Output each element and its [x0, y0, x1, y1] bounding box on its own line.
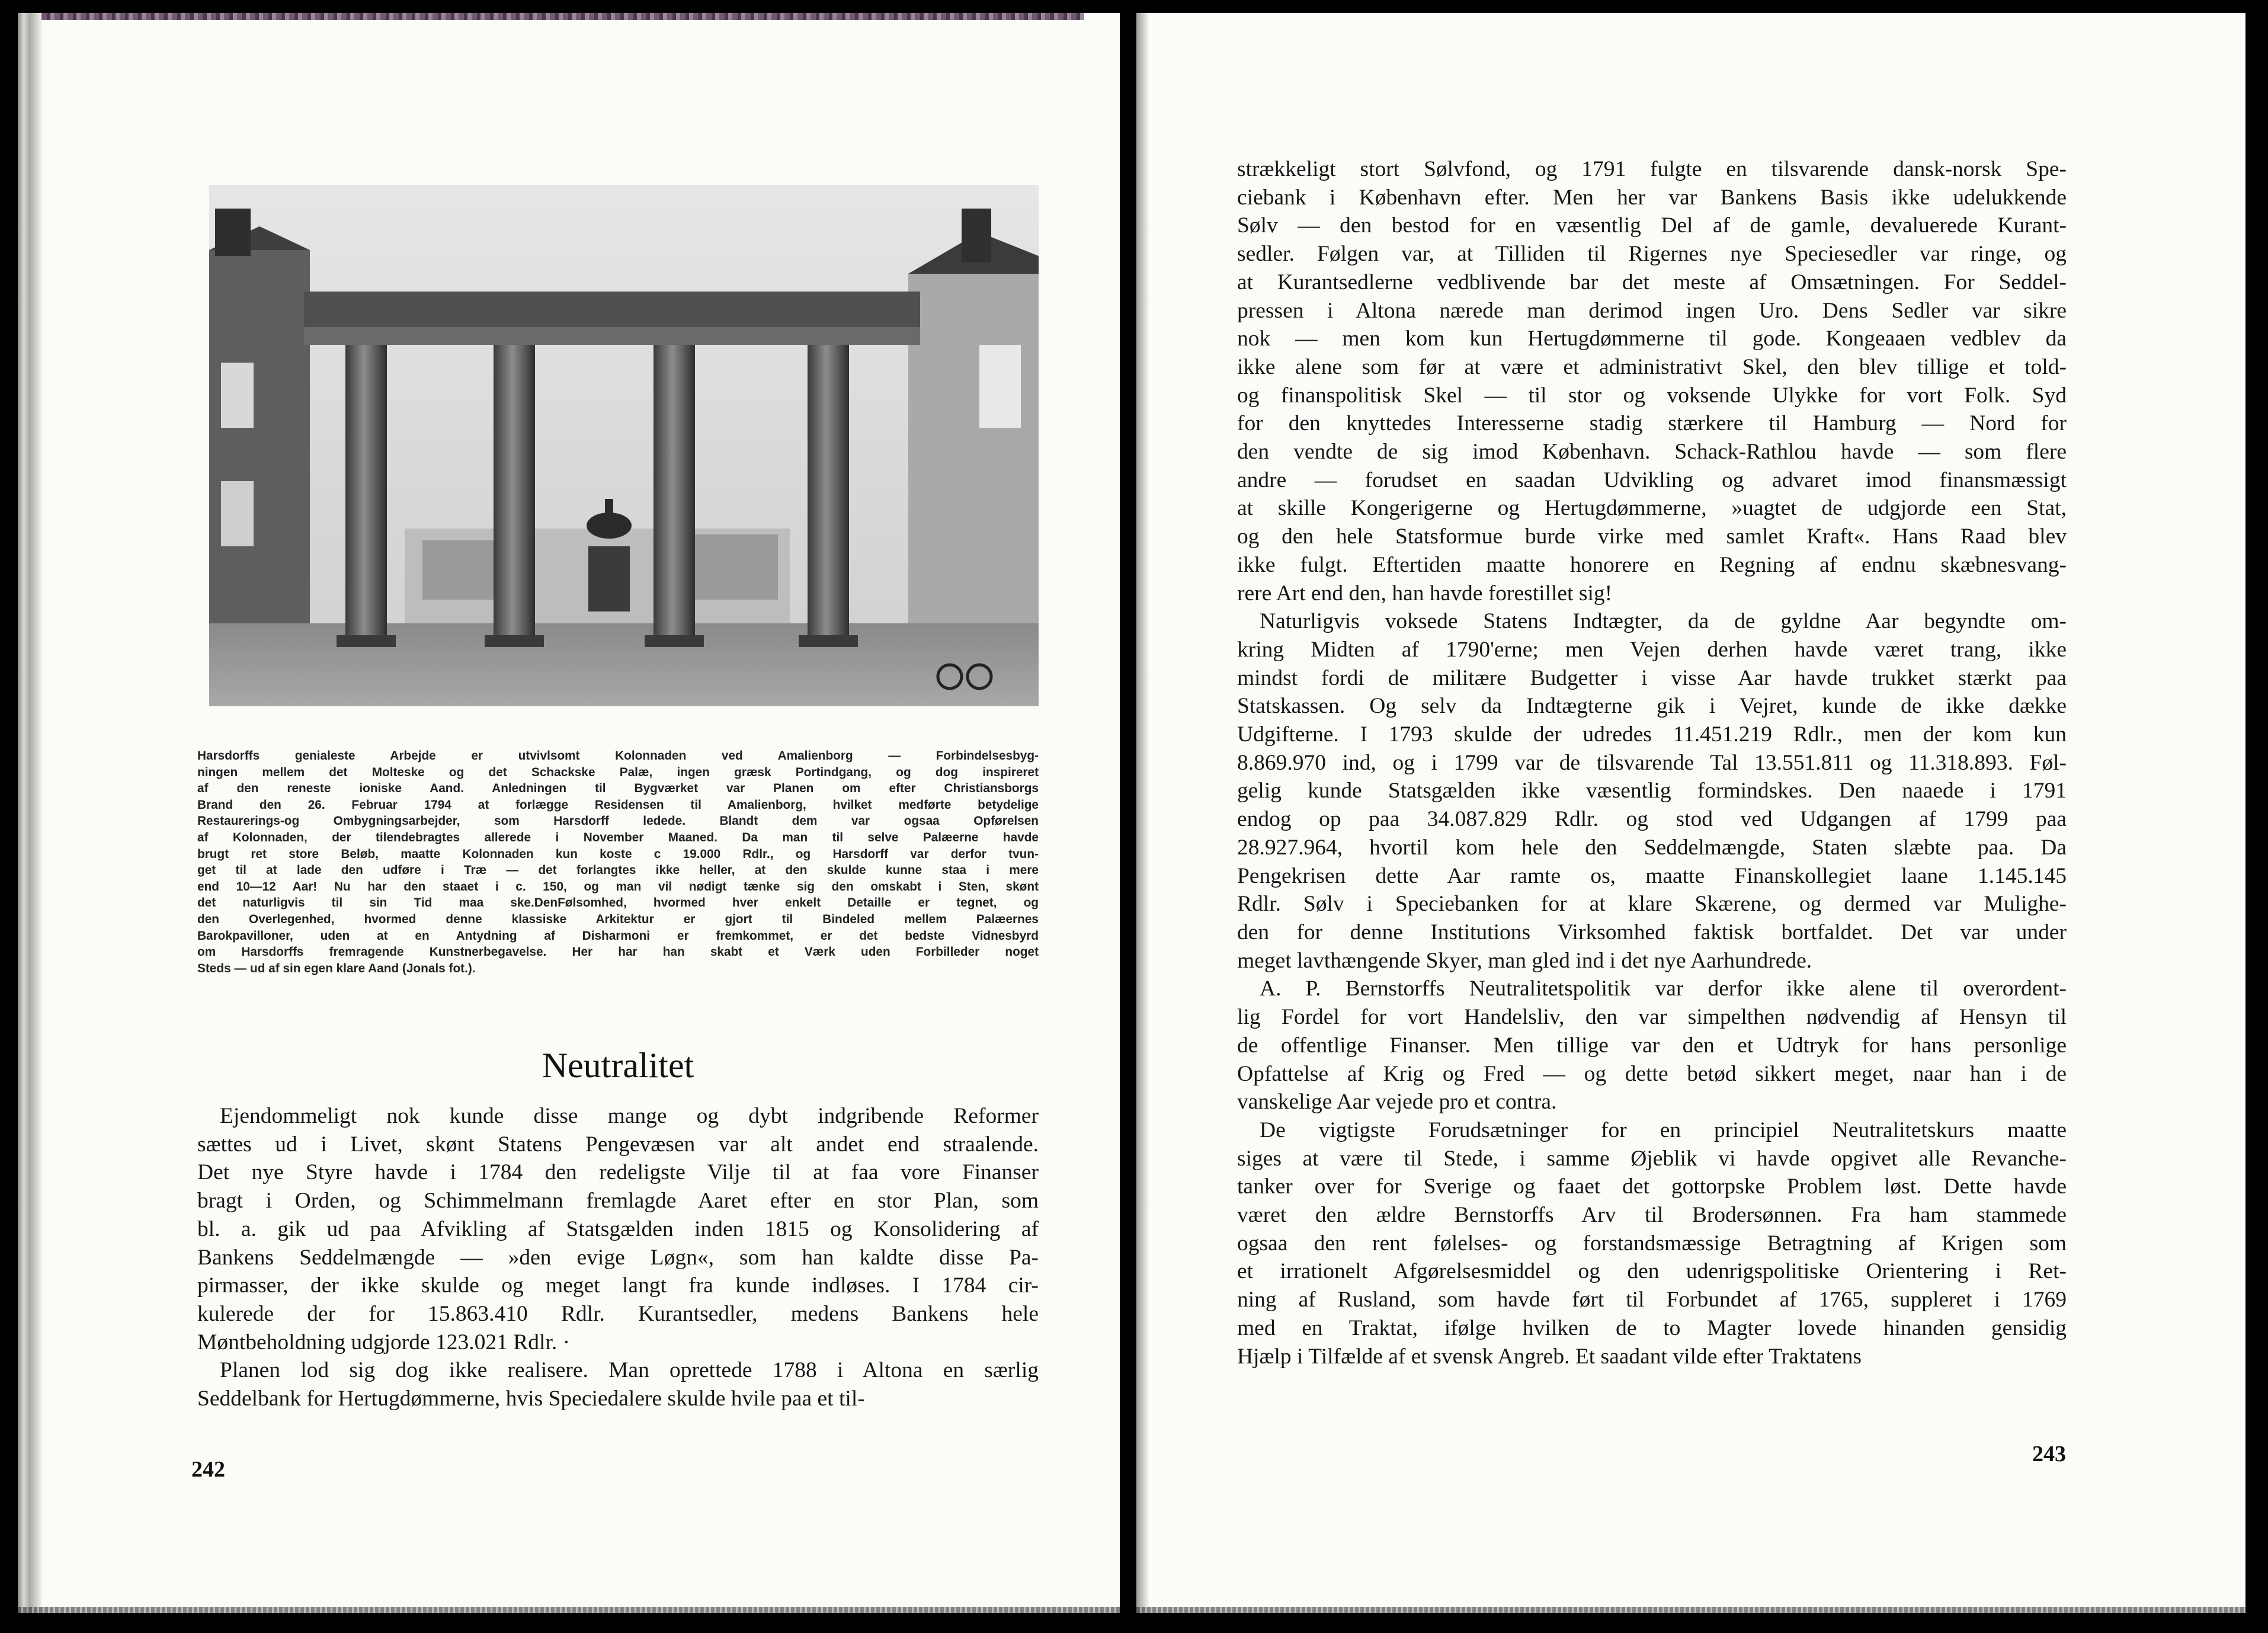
text-line: Planen lod sig dog ikke realisere. Man oprettede 1788 i Altona en særlig	[220, 1358, 1039, 1383]
text-line: kulerede der for 15.863.410 Rdlr. Kurantsedler, medens Bankens hele	[197, 1301, 1039, 1326]
text-line: meget lavthængende Skyer, man gled ind i det nye Aarhundrede.	[1237, 948, 1812, 973]
text-line: endog op paa 34.087.829 Rdlr. og stod ved Udgangen af 1799 paa	[1237, 807, 2067, 832]
text-line: ciebank i København efter. Men her var Bankens Basis ikke udelukkende	[1237, 185, 2067, 210]
text-line: 8.869.970 ind, og i 1799 var de tilsvarende Tal 13.551.811 og 11.318.893. Føl-	[1237, 750, 2067, 775]
page-bottom-edge	[18, 1607, 1120, 1613]
text-line: den vendte de sig imod København. Schack-Rathlou havde — som flere	[1237, 440, 2067, 465]
caption-line: Steds — ud af sin egen klare Aand (Jonals fot.).	[197, 961, 476, 975]
book-spine-edge	[18, 13, 41, 1613]
text-line: været den ældre Bernstorffs Arv til Brodersønnen. Fra ham stammede	[1237, 1203, 2067, 1228]
section-heading: Neutralitet	[542, 1046, 694, 1085]
text-line: mindst fordi de militære Budgetter i visse Aar havde trukket stærkt paa	[1237, 665, 2067, 690]
text-line: rere Art end den, han havde forestillet sig!	[1237, 581, 1613, 606]
text-line: tanker over for Sverige og faaet det gottorpske Problem løst. Dette havde	[1237, 1174, 2067, 1199]
caption-line: Restaurerings-og Ombygningsarbejder, som Harsdorff ledede. Blandt dem var ogsaa Opførelsen	[197, 814, 1039, 828]
caption-line: get til at lade den udføre i Træ — det forlangtes ikke heller, at den skulde kunne staa i mere	[197, 863, 1039, 878]
text-line: siges at være til Stede, i samme Øjeblik vi havde opgivet alle Revanche-	[1237, 1146, 2067, 1171]
text-line: nok — men kom kun Hertugdømmerne til gode. Kongeaaen vedblev da	[1237, 326, 2067, 351]
text-line: og finanspolitisk Skel — til stor og voksende Ulykke for vort Folk. Syd	[1237, 383, 2067, 408]
text-line: for den knyttedes Interesserne stadig stærkere til Hamburg — Nord for	[1237, 411, 2067, 436]
caption-line: Brand den 26. Februar 1794 at forlægge Residensen til Amalienborg, hvilket medførte betydelige	[197, 798, 1039, 812]
text-line: De vigtigste Forudsætninger for en principiel Neutralitetskurs maatte	[1260, 1118, 2067, 1142]
text-line: 28.927.964, hvortil kom hele den Seddelmængde, Staten slæbte paa. Da	[1237, 835, 2067, 860]
left-page	[18, 13, 1120, 1613]
text-line: Hjælp i Tilfælde af et svensk Angreb. Et saadant vilde efter Traktatens	[1237, 1344, 1862, 1369]
caption-line: Harsdorffs genialeste Arbejde er utvivlsomt Kolonnaden ved Amalienborg — Forbindelsesbyg-	[197, 749, 1039, 763]
text-line: Udgifterne. I 1793 skulde der udredes 11.451.219 Rdlr., men der kom kun	[1237, 722, 2067, 747]
caption-line: brugt ret store Beløb, maatte Kolonnaden kun koste c 19.000 Rdlr., og Harsdorff var derfor tvun-	[197, 847, 1039, 861]
caption-line: af den reneste ioniske Aand. Anledningen til Bygværket var Planen om efter Christiansborgs	[197, 782, 1039, 796]
right-page	[1136, 13, 2245, 1613]
text-line: med en Traktat, ifølge hvilken de to Magter lovede hinanden gensidig	[1237, 1315, 2067, 1340]
text-line: Pengekrisen dette Aar ramte os, maatte Finanskollegiet laane 1.145.145	[1237, 863, 2067, 888]
page-number: 242	[191, 1457, 225, 1482]
text-line: bragt i Orden, og Schimmelmann fremlagde Aaret efter en stor Plan, som	[197, 1189, 1039, 1213]
page-top-edge	[41, 13, 1084, 20]
text-line: og den hele Statsformue burde virke med samlet Kraft«. Hans Raad blev	[1237, 524, 2067, 549]
caption-line: Barokpavilloner, uden at en Antydning af Disharmoni er fremkommet, er det bedste Vidnesbyrd	[197, 928, 1039, 943]
text-line: vanskelige Aar vejede pro et contra.	[1237, 1090, 1557, 1115]
text-line: strækkeligt stort Sølvfond, og 1791 fulgte en tilsvarende dansk-norsk Spe-	[1237, 157, 2067, 181]
text-line: Bankens Seddelmængde — »den evige Løgn«, som han kaldte disse Pa-	[197, 1245, 1039, 1270]
text-line: ikke fulgt. Eftertiden maatte honorere en Regning af endnu skæbnesvang-	[1237, 552, 2067, 577]
page-bottom-edge	[1136, 1607, 2245, 1613]
text-line: sættes ud i Livet, skønt Statens Pengevæsen var alt andet end straalende.	[197, 1132, 1039, 1157]
text-line: Ejendommeligt nok kunde disse mange og dybt indgribende Reformer	[220, 1104, 1039, 1128]
text-line: Det nye Styre havde i 1784 den redeligste Vilje til at faa vore Finanser	[197, 1160, 1039, 1185]
text-line: Statskassen. Og selv da Indtægterne gik i Vejret, kunde de ikke dække	[1237, 694, 2067, 719]
gutter-shadow	[1136, 13, 1149, 1613]
text-line: Seddelbank for Hertugdømmerne, hvis Speciedalere skulde hvile paa et til-	[197, 1387, 865, 1411]
text-line: kring Midten af 1790'erne; men Vejen derhen havde været trang, ikke	[1237, 637, 2067, 662]
text-line: Rdlr. Sølv i Speciebanken for at klare Skærene, og dermed var Mulighe-	[1237, 892, 2067, 917]
caption-line: af Kolonnaden, der tilendebragtes allerede i November Maaned. Da man til selve Palæerne havde	[197, 830, 1039, 844]
caption-line: ningen mellem det Molteske og det Schackske Palæ, ingen græsk Portindgang, og dog inspireret	[197, 765, 1039, 779]
text-line: at skille Kongerigerne og Hertugdømmerne, »uagtet de udgjorde een Stat,	[1237, 496, 2067, 521]
caption-line: om Harsdorffs fremragende Kunstnerbegavelse. Her har han skabt et Værk uden Forbilleder noget	[197, 945, 1039, 959]
text-line: et irrationelt Afgørelsesmiddel og den udenrigspolitiske Orientering i Ret-	[1237, 1259, 2067, 1284]
text-line: pressen i Altona nærede man derimod ingen Uro. Dens Sedler var sikre	[1237, 298, 2067, 323]
text-line: pirmasser, der ikke skulde og meget langt fra kunde indløses. I 1784 cir-	[197, 1273, 1039, 1298]
text-line: bl. a. gik ud paa Afvikling af Statsgælden inden 1815 og Konsolidering af	[197, 1216, 1039, 1241]
photograph-image	[209, 185, 1039, 706]
text-line: Møntbeholdning udgjorde 123.021 Rdlr. ·	[197, 1330, 571, 1355]
text-line: Sølv — den bestod for en væsentlig Del af de gamle, devaluerede Kurant-	[1237, 213, 2067, 238]
caption-line: det naturligvis til sin Tid maa ske.DenFølsomhed, hvormed hver enkelt Detaille er tegnet, og	[197, 896, 1039, 910]
text-line: sedler. Følgen var, at Tilliden til Rigernes nye Speciesedler var ringe, og	[1237, 242, 2067, 267]
text-line: ogsaa den rent følelses- og forstandsmæssige Betragtning af Krigen som	[1237, 1231, 2067, 1256]
photo-caption	[197, 748, 1039, 976]
text-line: lig Fordel for vort Handelsliv, den var simpelthen nødvendig af Hensyn til	[1237, 1005, 2067, 1030]
text-line: A. P. Bernstorffs Neutralitetspolitik var derfor ikke alene til overordent-	[1260, 976, 2067, 1001]
text-line: den for denne Institutions Virksomhed faktisk bortfaldet. Det var under	[1237, 920, 2067, 944]
text-line: andre — forudset en saadan Udvikling og advaret imod finansmæssigt	[1237, 468, 2067, 492]
caption-line: den Overlegenhed, hvormed denne klassiske Arkitektur er gjort til Bindeled mellem Palæernes	[197, 912, 1039, 926]
text-line: Naturligvis voksede Statens Indtægter, da de gyldne Aar begyndte om-	[1260, 609, 2067, 634]
caption-line: end 10—12 Aar! Nu har den staaet i c. 150, og man vil nødigt tænke sig den omskabt i Sten, skønt	[197, 879, 1039, 894]
text-line: Opfattelse af Krig og Fred — og dette betød sikkert meget, naar han i de	[1237, 1061, 2067, 1086]
right-body-text	[1237, 155, 2067, 1371]
left-body-text	[197, 1102, 1039, 1413]
page-number: 243	[2032, 1442, 2066, 1467]
text-line: at Kurantsedlerne vedblivende bar det meste af Omsætningen. For Seddel-	[1237, 270, 2067, 294]
text-line: ikke alene som før at være et administrativt Skel, den blev tillige et told-	[1237, 354, 2067, 379]
text-line: gelig kunde Statsgælden ikke væsentlig formindskes. Den naaede i 1791	[1237, 779, 2067, 803]
text-line: ning af Rusland, som havde ført til Forbundet af 1765, suppleret i 1769	[1237, 1288, 2067, 1312]
text-line: de offentlige Finanser. Men tillige var den et Udtryk for hans personlige	[1237, 1033, 2067, 1058]
colonnade-photograph	[209, 185, 1039, 706]
